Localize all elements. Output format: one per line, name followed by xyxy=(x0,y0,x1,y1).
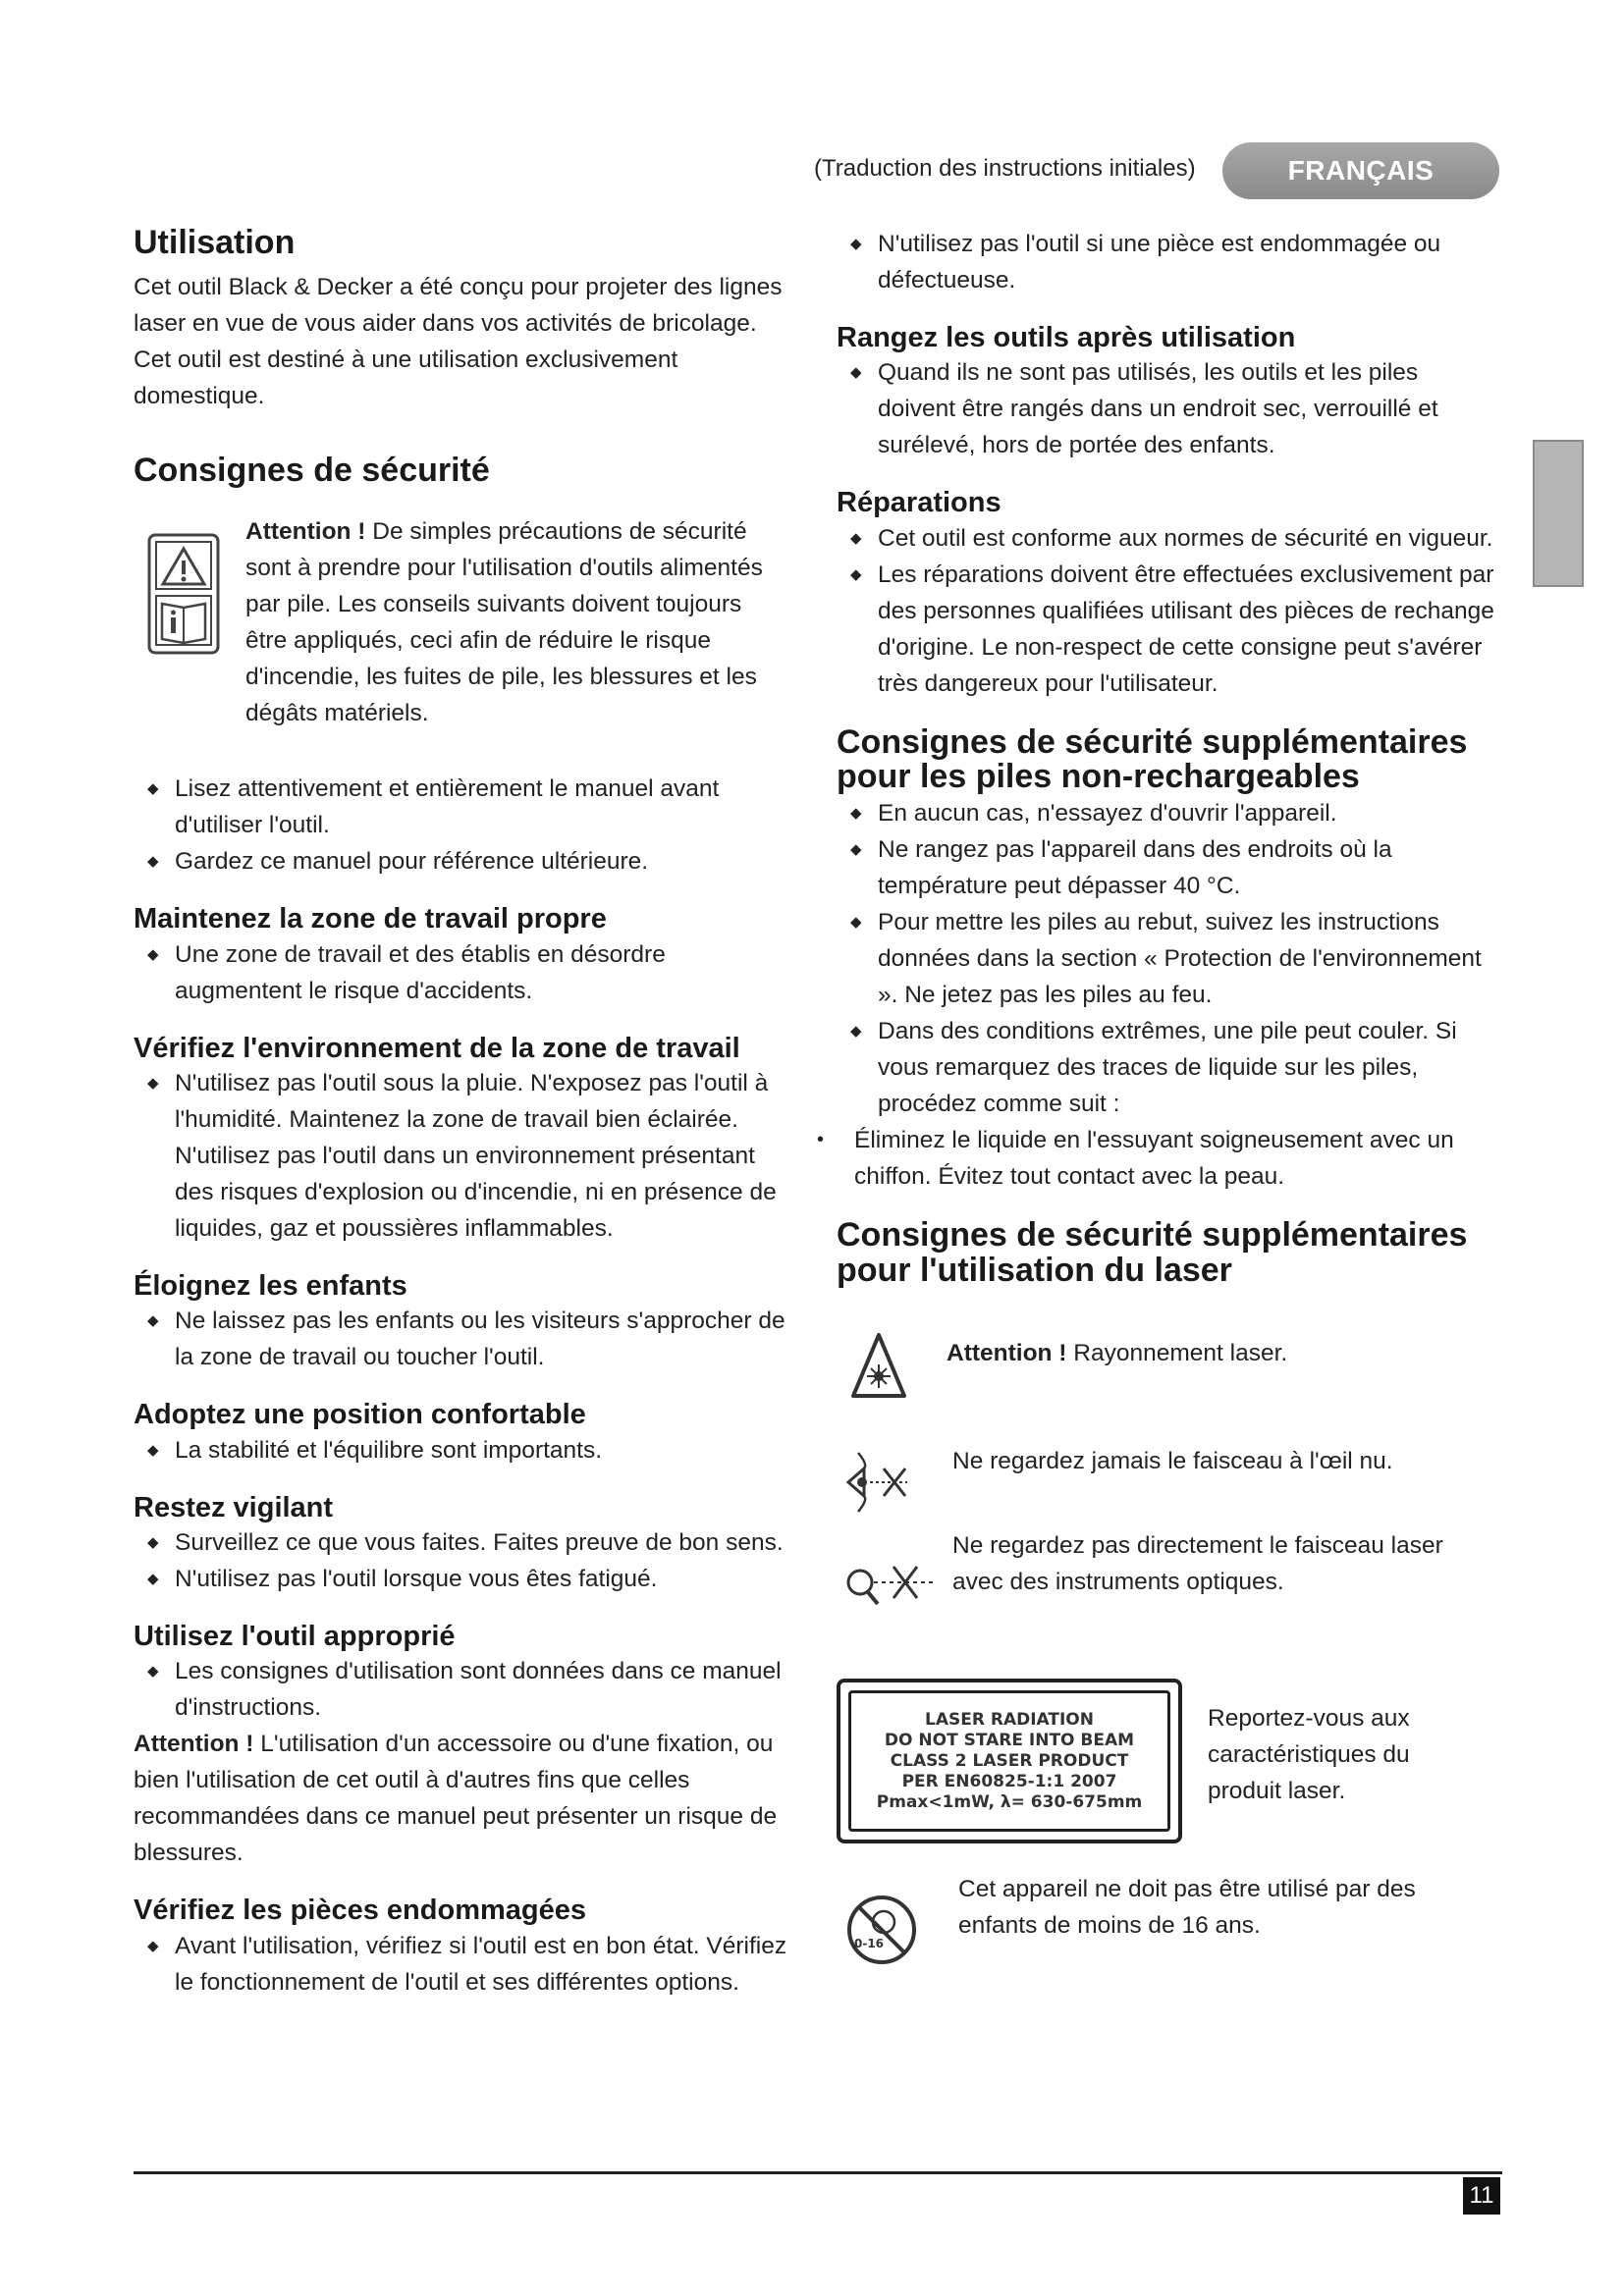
list-item: ◆ Dans des conditions extrêmes, une pile peut couler. Si vous remarquez des traces de liquide sur les piles, procédez comme suit : xyxy=(837,1013,1494,1122)
left-column xyxy=(134,226,791,2001)
section-title-laser: Consignes de sécurité supplémentaires pour l'utilisation du laser xyxy=(837,1216,1468,1289)
section-title-approprie: Utilisez l'outil approprié xyxy=(134,1621,456,1653)
list-item: ◆ Les réparations doivent être effectuées exclusivement par des personnes qualifiées utilisant des pièces de rechange d'origine. Le non-respect de cette consigne peut s'avérer très dangereux pour l'utilisateur. xyxy=(837,557,1494,702)
list-item: ◆ N'utilisez pas l'outil si une pièce est endommagée ou défectueuse. xyxy=(837,226,1494,298)
no-eye-icon xyxy=(840,1445,913,1520)
list-item: ◆ Une zone de travail et des établis en désordre augmentent le risque d'accidents. xyxy=(134,936,791,1009)
utilisation-text: Cet outil Black & Decker a été conçu pour projeter des lignes laser en vue de vous aider dans vos activités de bricolage. Cet outil est destiné à une utilisation exclusivement domestique. xyxy=(134,273,783,409)
section-title-environnement: Vérifiez l'environnement de la zone de travail xyxy=(134,1032,740,1064)
label-line: Pmax<1mW, λ= 630-675mm xyxy=(876,1791,1143,1812)
list-item: ◆ Gardez ce manuel pour référence ultérieure. xyxy=(134,843,791,880)
list-item: ◆ Cet outil est conforme aux normes de sécurité en vigueur. xyxy=(837,520,1494,557)
attention-label: Attention ! xyxy=(134,1731,254,1758)
label-line: CLASS 2 LASER PRODUCT xyxy=(890,1750,1129,1771)
label-line: LASER RADIATION xyxy=(925,1709,1094,1730)
attention-label: Attention ! xyxy=(245,518,366,546)
list-item: ◆ Ne laissez pas les enfants ou les visiteurs s'approcher de la zone de travail ou toucher l'outil. xyxy=(134,1303,791,1375)
warning-manual-icon xyxy=(147,533,220,655)
section-title-vigilant: Restez vigilant xyxy=(134,1491,334,1523)
children-warning-text: Cet appareil ne doit pas être utilisé par des enfants de moins de 16 ans. xyxy=(958,1876,1416,1940)
optics-warning-row xyxy=(837,1527,1494,1622)
list-item: ◆ N'utilisez pas l'outil sous la pluie. N'exposez pas l'outil à l'humidité. Maintenez la zone de travail bien éclairée. N'utilisez pas l'outil dans un environnement présentant des risques d'explosion ou d'incendie, ni en présence de liquides, gaz et poussières inflammables. xyxy=(134,1065,791,1247)
label-line: DO NOT STARE INTO BEAM xyxy=(884,1730,1135,1750)
translation-note: (Traduction des instructions initiales) xyxy=(814,155,1196,182)
no-optics-icon xyxy=(844,1553,935,1622)
section-title-pieces: Vérifiez les pièces endommagées xyxy=(134,1895,586,1927)
optics-warning-text: Ne regardez pas directement le faisceau laser avec des instruments optiques. xyxy=(952,1532,1443,1596)
section-title-position: Adoptez une position confortable xyxy=(134,1399,586,1431)
list-item: ◆ Ne rangez pas l'appareil dans des endroits où la température peut dépasser 40 °C. xyxy=(837,831,1494,904)
eye-warning-row xyxy=(837,1445,1494,1520)
list-item: ◆ Quand ils ne sont pas utilisés, les outils et les piles doivent être rangés dans un endroit sec, verrouillé et surélevé, hors de portée des enfants. xyxy=(837,354,1494,463)
section-title-rangez: Rangez les outils après utilisation xyxy=(837,322,1296,353)
attention-text: Rayonnement laser. xyxy=(1066,1340,1288,1367)
list-item: ◆ Lisez attentivement et entièrement le manuel avant d'utiliser l'outil. xyxy=(134,771,791,843)
age-icon-text: 0-16 xyxy=(854,1937,885,1951)
list-item: ◆ En aucun cas, n'essayez d'ouvrir l'appareil. xyxy=(837,795,1494,831)
eye-warning-text: Ne regardez jamais le faisceau à l'œil nu. xyxy=(952,1448,1393,1475)
label-line: PER EN60825-1:1 2007 xyxy=(901,1771,1117,1791)
consignes-list xyxy=(134,771,791,880)
side-thumb-tab xyxy=(1533,440,1584,587)
language-tab: FRANÇAIS xyxy=(1222,142,1499,199)
laser-class-label xyxy=(837,1679,1182,1843)
section-title-enfants: Éloignez les enfants xyxy=(134,1270,407,1303)
attention-label: Attention ! xyxy=(947,1340,1067,1367)
section-title-zone-propre: Maintenez la zone de travail propre xyxy=(134,903,607,935)
section-title-reparations: Réparations xyxy=(837,487,1001,519)
attention-paragraph xyxy=(245,513,776,731)
age-warning-row xyxy=(837,1871,1494,1967)
footer-rule xyxy=(134,2171,1502,2174)
laser-attention-paragraph xyxy=(947,1335,1287,1371)
list-item: ◆ Avant l'utilisation, vérifiez si l'outil est en bon état. Vérifiez le fonctionnement de l'outil et ses différentes options. xyxy=(134,1928,791,2001)
attention-text: De simples précautions de sécurité sont à prendre pour l'utilisation d'outils alimentés par pile. Les conseils suivants doivent toujours être appliqués, ceci afin de réduire le risque d'incendie, les fuites de pile, les blessures et les dégâts matériels. xyxy=(245,518,763,727)
approprie-attention-paragraph xyxy=(134,1726,791,1871)
sub-list-item: • Éliminez le liquide en l'essuyant soigneusement avec un chiffon. Évitez tout contact avec la peau. xyxy=(813,1122,1494,1195)
list-item: ◆ N'utilisez pas l'outil lorsque vous êtes fatigué. xyxy=(134,1561,791,1597)
right-column xyxy=(837,226,1494,1967)
list-item: ◆ Les consignes d'utilisation sont données dans ce manuel d'instructions. xyxy=(134,1653,791,1726)
laser-label-text: Reportez-vous aux caractéristiques du produit laser. xyxy=(1208,1705,1410,1805)
attention-text: L'utilisation d'un accessoire ou d'une fixation, ou bien l'utilisation de cet outil à d'autres fins que celles recommandées dans ce manuel peut présenter un risque de blessures. xyxy=(134,1731,778,1867)
no-children-icon xyxy=(844,1893,919,1967)
laser-label-row xyxy=(837,1679,1494,1843)
laser-hazard-icon xyxy=(850,1331,907,1400)
laser-warning-row xyxy=(837,1331,1494,1400)
attention-block xyxy=(147,513,791,731)
list-item: ◆ Surveillez ce que vous faites. Faites preuve de bon sens. xyxy=(134,1524,791,1561)
page-number: 11 xyxy=(1463,2177,1500,2215)
section-title-piles: Consignes de sécurité supplémentaires pour les piles non-rechargeables xyxy=(837,722,1468,796)
section-title-utilisation: Utilisation xyxy=(134,224,296,261)
list-item: ◆ La stabilité et l'équilibre sont importants. xyxy=(134,1432,791,1468)
list-item: ◆ Pour mettre les piles au rebut, suivez les instructions données dans la section « Protection de l'environnement ». Ne jetez pas les piles au feu. xyxy=(837,904,1494,1013)
section-title-consignes: Consignes de sécurité xyxy=(134,451,490,489)
